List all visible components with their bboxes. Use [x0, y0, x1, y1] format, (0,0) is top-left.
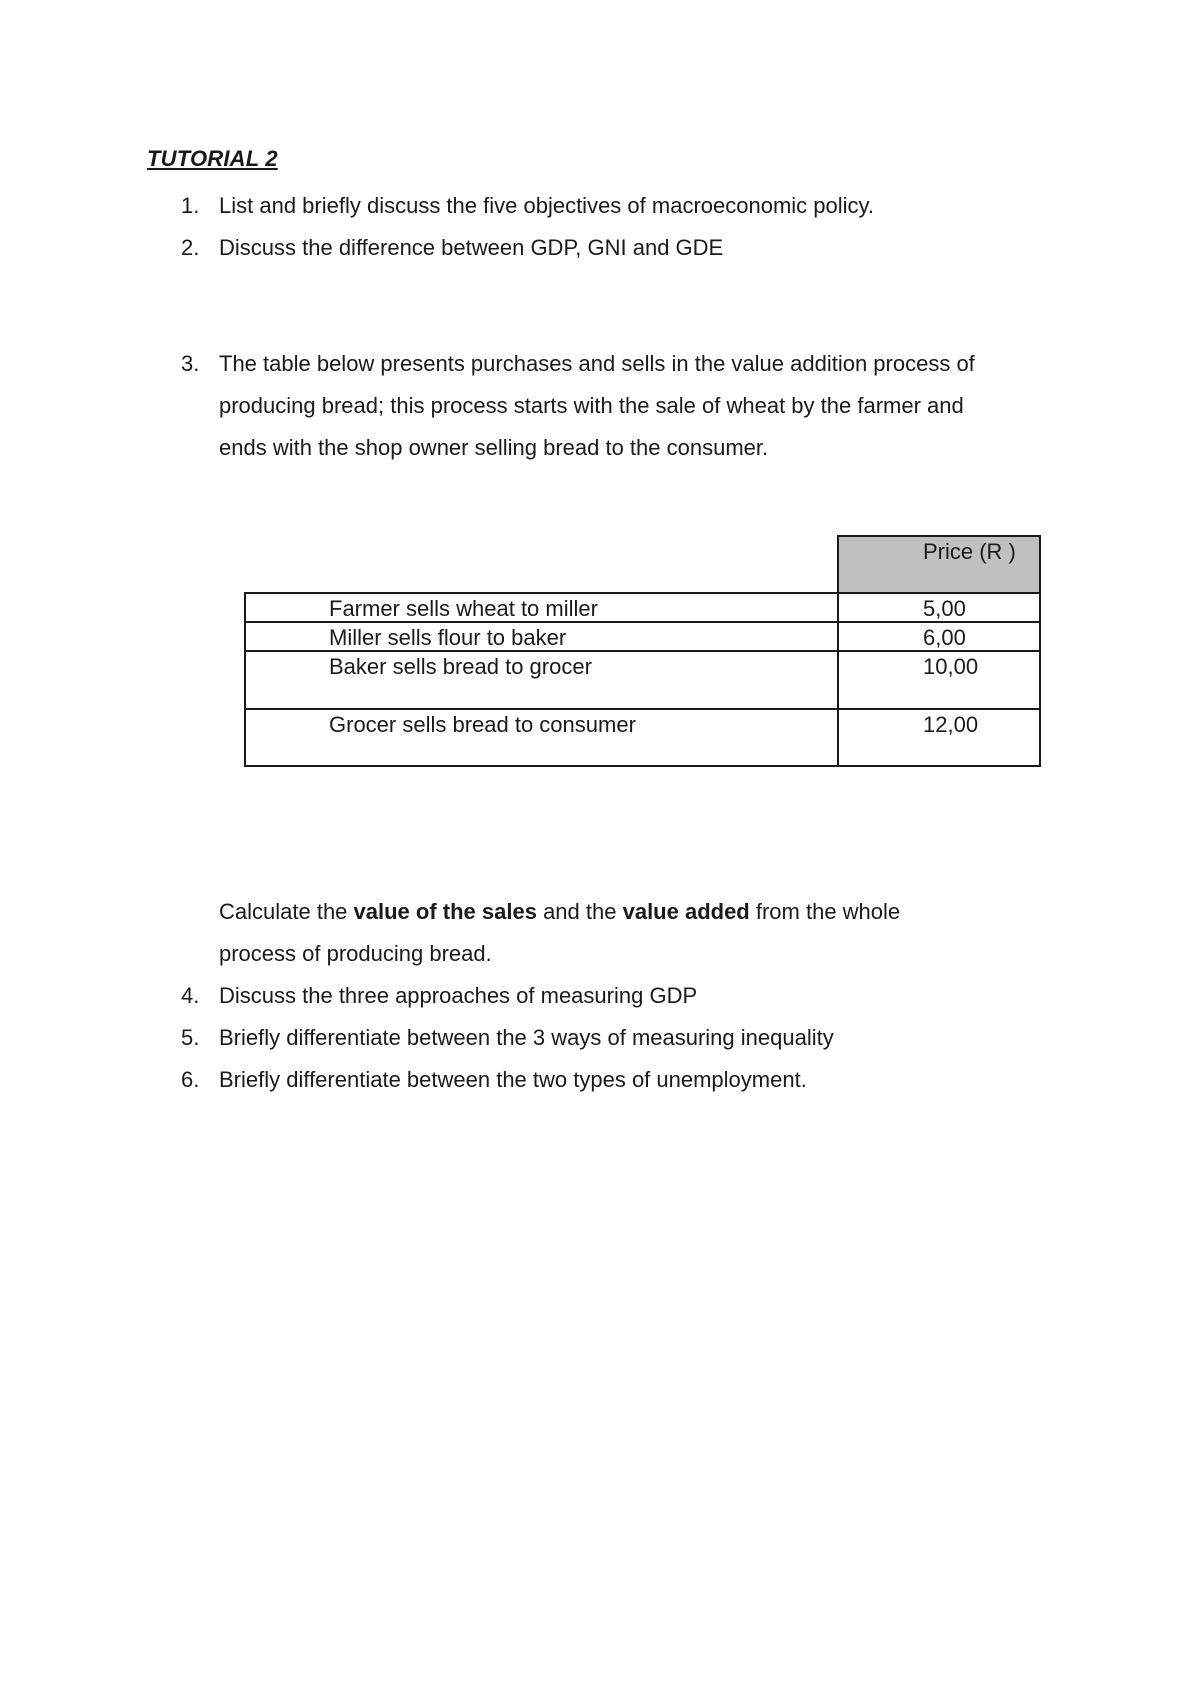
question-text: List and briefly discuss the five objectives of macroeconomic policy.: [219, 193, 874, 218]
table-row-label-cell: [244, 621, 839, 652]
table-row-price: 5,00: [923, 596, 966, 621]
question-text: Discuss the three approaches of measuring GDP: [219, 983, 698, 1008]
table-row-label-cell: [244, 708, 839, 767]
table-row-price-cell: [837, 621, 1041, 652]
calc-bold-value-added: value added: [622, 899, 750, 924]
table-row-price: 6,00: [923, 625, 966, 650]
question-text-line: producing bread; this process starts with the sale of wheat by the farmer and: [219, 393, 964, 418]
table-row-price-cell: [837, 592, 1041, 623]
question-number: 3.: [181, 351, 200, 376]
calc-text: and the: [536, 899, 623, 924]
question-text: Briefly differentiate between the 3 ways of measuring inequality: [219, 1025, 834, 1050]
table-row-label-cell: [244, 592, 839, 623]
question-text-line: ends with the shop owner selling bread to the consumer.: [219, 435, 769, 460]
table-row-price-cell: [837, 708, 1041, 767]
price-table: [244, 535, 1041, 767]
table-row-label: Miller sells flour to baker: [329, 625, 567, 650]
question-number: 2.: [181, 235, 200, 260]
table-row-label: Grocer sells bread to consumer: [329, 712, 636, 737]
calc-text: Calculate the: [219, 899, 354, 924]
question-number: 6.: [181, 1067, 200, 1092]
calc-text: from the whole: [749, 899, 901, 924]
page-title: TUTORIAL 2: [147, 146, 278, 171]
question-number: 4.: [181, 983, 200, 1008]
table-row-label-cell: [244, 650, 839, 710]
question-text-line: The table below presents purchases and sells in the value addition process of: [219, 351, 975, 376]
question-number: 5.: [181, 1025, 200, 1050]
calculate-instruction: [219, 891, 1079, 933]
calc-bold-sales: value of the sales: [353, 899, 537, 924]
question-number: 1.: [181, 193, 200, 218]
table-row-price: 10,00: [923, 654, 979, 679]
table-header-price: Price (R ): [923, 539, 1016, 564]
table-row-label: Farmer sells wheat to miller: [329, 596, 598, 621]
table-row-price-cell: [837, 650, 1041, 710]
table-row-label: Baker sells bread to grocer: [329, 654, 592, 679]
table-header-cell: [837, 535, 1041, 594]
question-text: Discuss the difference between GDP, GNI and GDE: [219, 235, 724, 260]
calculate-instruction-line2: process of producing bread.: [219, 941, 492, 966]
table-row-price: 12,00: [923, 712, 979, 737]
question-text: Briefly differentiate between the two types of unemployment.: [219, 1067, 807, 1092]
